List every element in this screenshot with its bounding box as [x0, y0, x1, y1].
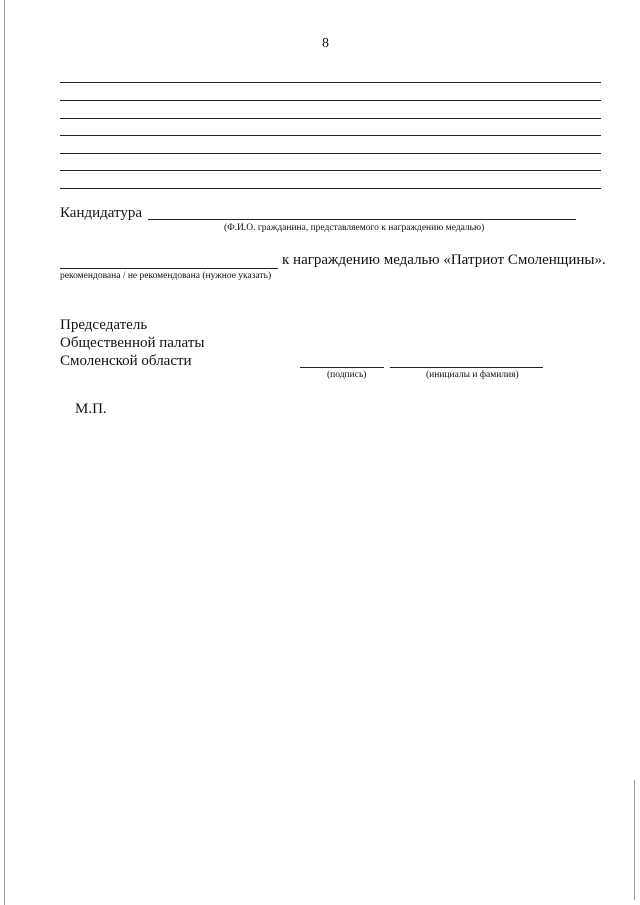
- name-line: [390, 367, 543, 368]
- blank-line: [60, 82, 601, 83]
- blank-line: [60, 153, 601, 154]
- blank-line: [60, 100, 601, 101]
- blank-line: [60, 118, 601, 119]
- recommendation-caption: рекомендована / не рекомендована (нужное указать): [60, 271, 272, 281]
- scan-edge-right: [634, 780, 635, 900]
- chairman-title: Председатель: [60, 317, 148, 333]
- stamp-place: М.П.: [75, 401, 107, 417]
- blank-line: [60, 188, 601, 189]
- name-caption: (инициалы и фамилия): [426, 370, 519, 380]
- recommendation-text: к награждению медалью «Патриот Смоленщины».: [282, 252, 606, 268]
- chairman-organization: Общественной палаты: [60, 335, 205, 351]
- blank-line: [60, 135, 601, 136]
- candidacy-label: Кандидатура: [60, 205, 143, 221]
- chairman-region: Смоленской области: [60, 353, 192, 369]
- signature-line: [300, 367, 384, 368]
- page-number: 8: [322, 36, 329, 51]
- candidate-name-line: [148, 219, 576, 220]
- candidacy-caption: (Ф.И.О. гражданина, представляемого к награждению медалью): [224, 223, 485, 233]
- recommendation-line: [60, 268, 278, 269]
- signature-caption: (подпись): [327, 370, 367, 380]
- blank-line: [60, 170, 601, 171]
- scan-edge-left: [4, 0, 5, 905]
